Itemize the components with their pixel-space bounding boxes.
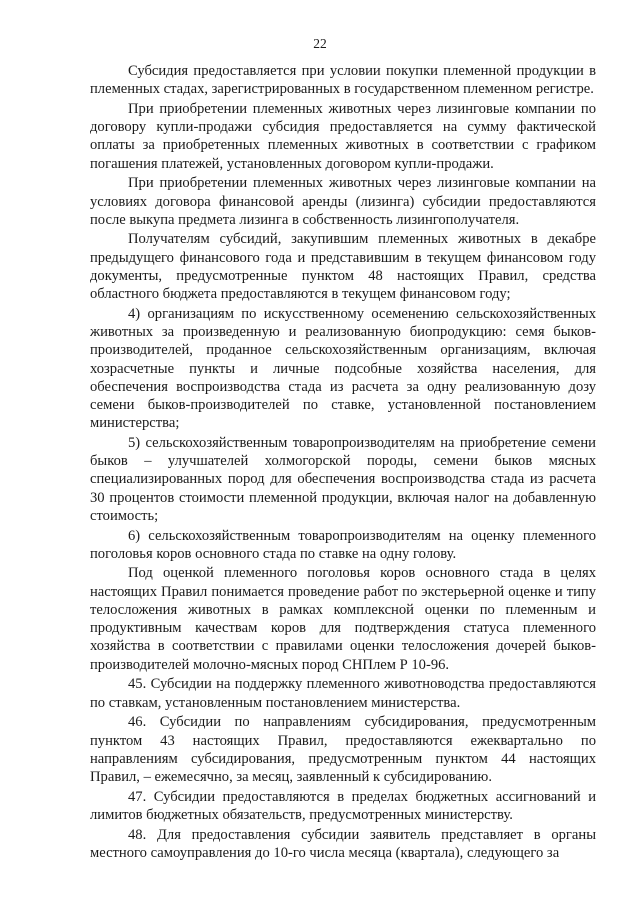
document-body — [90, 62, 596, 863]
paragraph: 4) организациям по искусственному осеменению сельскохозяйственных животных за произведенную и реализованную биопродукцию: семя быков-производителей, проданное сельскохозяйственным организациям, включая хозрасчетные пункты и личные подсобные хозяйства населения, для обеспечения воспроизводства стада из расчета за одну реализованную дозу семени быков-производителей по ставке, установленной постановлением министерства; — [90, 305, 596, 432]
paragraph: Субсидия предоставляется при условии покупки племенной продукции в племенных стадах, зарегистрированных в государственном племенном регистре. — [90, 63, 596, 98]
paragraph: При приобретении племенных животных через лизинговые компании на условиях договора финансовой аренды (лизинга) субсидии предоставляются после выкупа предмета лизинга в собственность лизингополучателя. — [90, 175, 596, 228]
paragraph: 45. Субсидии на поддержку племенного животноводства предоставляются по ставкам, установленным постановлением министерства. — [90, 676, 596, 711]
paragraph: 5) сельскохозяйственным товаропроизводителям на приобретение семени быков – улучшателей холмогорской породы, семени быков мясных специализированных пород для обеспечения воспроизводства стада из расчета 30 процентов стоимости племенной продукции, включая налог на добавленную стоимость; — [90, 434, 596, 524]
paragraph: При приобретении племенных животных через лизинговые компании по договору купли-продажи субсидия предоставляется на сумму фактической оплаты за приобретенных племенных животных в соответствии с графиком погашения платежей, установленных договором купли-продажи. — [90, 100, 596, 172]
paragraph: 47. Субсидии предоставляются в пределах бюджетных ассигнований и лимитов бюджетных обязательств, предусмотренных министерству. — [90, 788, 596, 823]
paragraph: 46. Субсидии по направлениям субсидирования, предусмотренным пунктом 43 настоящих Правил, предоставляются ежеквартально по направлениям субсидирования, предусмотренным пунктом 44 настоящих Правил, – ежемесячно, за месяц, заявленный к субсидированию. — [90, 714, 596, 786]
paragraph: Получателям субсидий, закупившим племенных животных в декабре предыдущего финансового года и представившим в текущем финансовом году документы, предусмотренные пунктом 48 настоящих Правил, средства областного бюджета предоставляются в текущем финансовом году; — [90, 231, 596, 303]
paragraph: 6) сельскохозяйственным товаропроизводителям на оценку племенного поголовья коров основного стада по ставке на одну голову. — [90, 527, 596, 562]
paragraph: Под оценкой племенного поголовья коров основного стада в целях настоящих Правил понимается проведение работ по экстерьерной оценке и типу телосложения животных в рамках комплексной оценки по племенным и продуктивным качествам коров для подтверждения статуса племенного хозяйства в соответствии с правилами оценки телосложения дочерей быков-производителей молочно-мясных пород СНПлем Р 10-96. — [90, 565, 596, 673]
page-number: 22 — [313, 36, 327, 51]
paragraph: 48. Для предоставления субсидии заявитель представляет в органы местного самоуправления до 10-го числа месяца (квартала), следующего за — [90, 826, 596, 861]
